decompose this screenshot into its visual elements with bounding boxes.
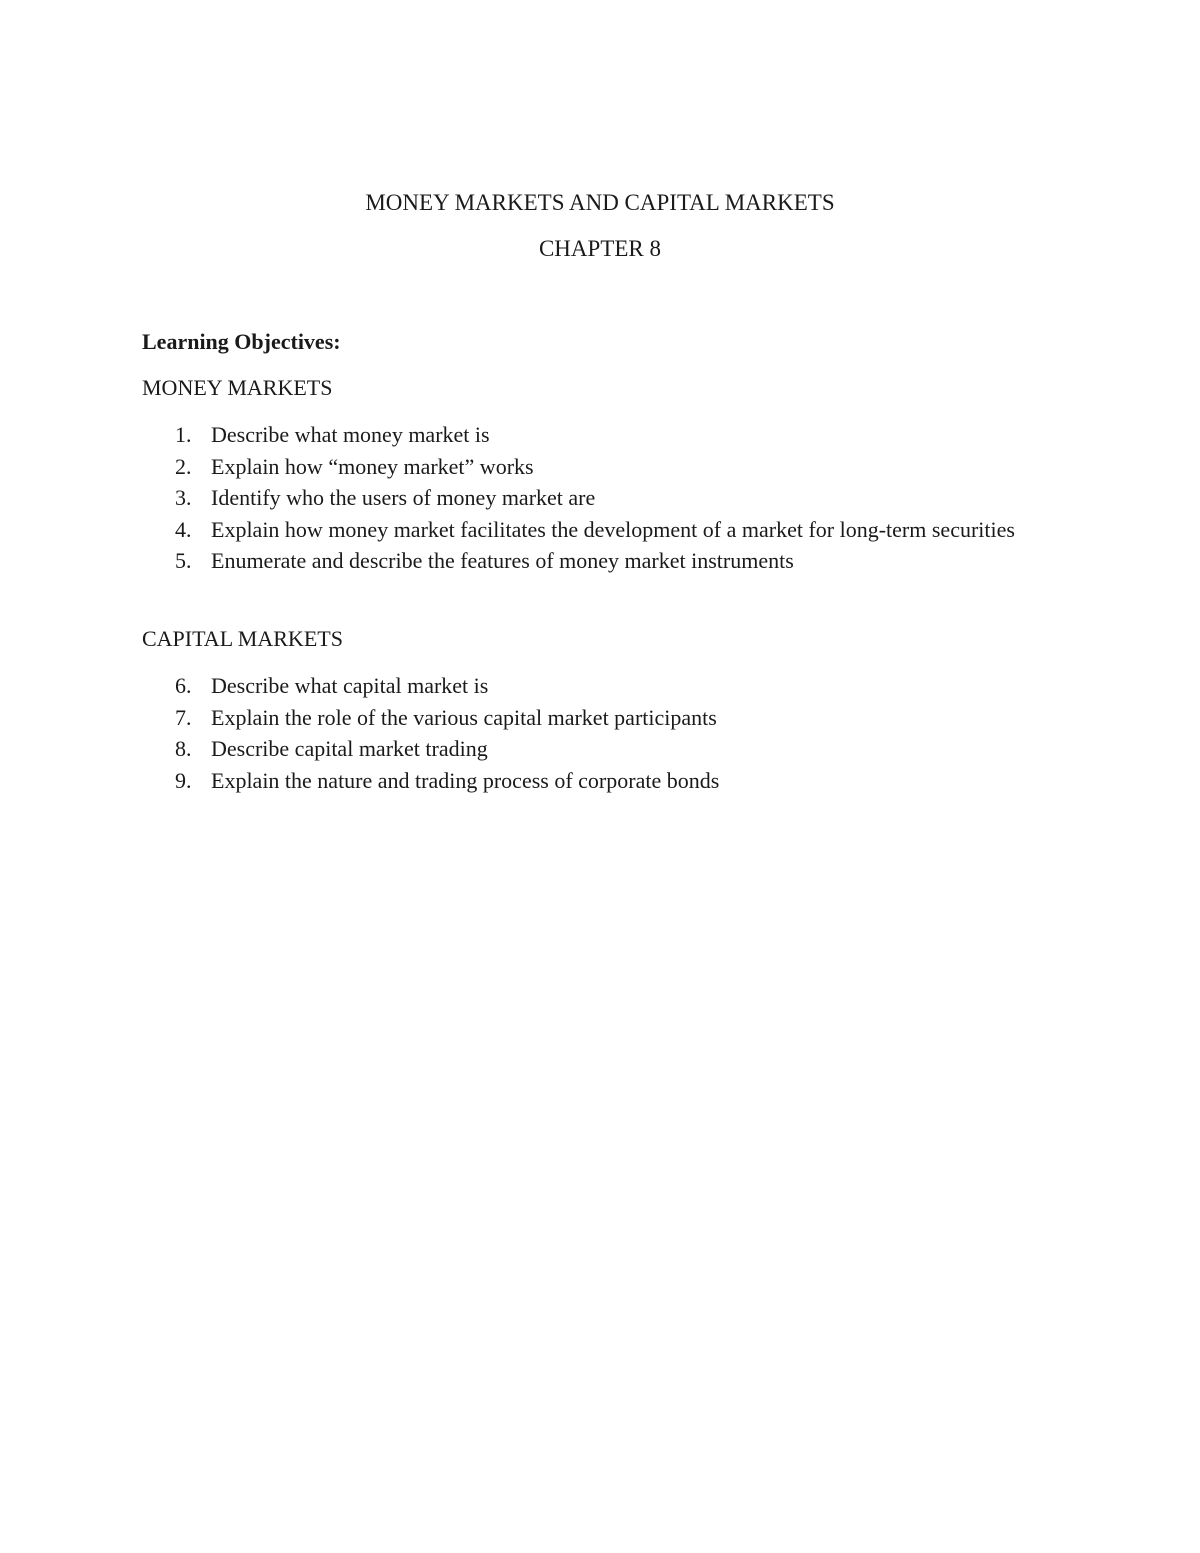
objective-number: 1.	[175, 422, 192, 447]
objective-text: Identify who the users of money market are	[211, 485, 596, 510]
objective-text: Explain how money market facilitates the development of a market for long-term securities	[211, 516, 1015, 542]
objective-item	[142, 451, 1082, 483]
learning-objectives-label: Learning Objectives:	[142, 329, 341, 354]
objective-text: Explain the nature and trading process of corporate bonds	[211, 767, 720, 793]
objective-number: 4.	[175, 516, 192, 542]
objective-text: Enumerate and describe the features of money market instruments	[211, 548, 794, 573]
money-markets-objectives	[142, 419, 1082, 577]
money-markets-heading: MONEY MARKETS	[142, 375, 333, 400]
objective-item	[142, 482, 1082, 514]
objective-number: 7.	[175, 704, 192, 730]
objective-text: Explain how “money market” works	[211, 453, 534, 479]
document-title: MONEY MARKETS AND CAPITAL MARKETS	[365, 190, 835, 215]
objective-item	[142, 670, 1082, 702]
objective-item	[142, 702, 1082, 734]
capital-markets-heading: CAPITAL MARKETS	[142, 626, 343, 651]
objective-item	[142, 545, 1082, 577]
objective-text: Describe capital market trading	[211, 736, 488, 761]
objective-number: 8.	[175, 736, 192, 761]
objective-number: 6.	[175, 673, 192, 698]
objective-number: 3.	[175, 485, 192, 510]
objective-item	[142, 765, 1082, 797]
chapter-label: CHAPTER 8	[538, 236, 662, 261]
objective-number: 2.	[175, 453, 192, 479]
objective-text: Describe what capital market is	[211, 673, 489, 698]
capital-markets-objectives	[142, 670, 1082, 796]
objective-text: Describe what money market is	[211, 422, 490, 447]
objective-item	[142, 733, 1082, 765]
objective-text: Explain the role of the various capital market participants	[211, 704, 717, 730]
objective-number: 5.	[175, 548, 192, 573]
objective-item	[142, 514, 1082, 546]
objective-number: 9.	[175, 767, 192, 793]
objective-item	[142, 419, 1082, 451]
